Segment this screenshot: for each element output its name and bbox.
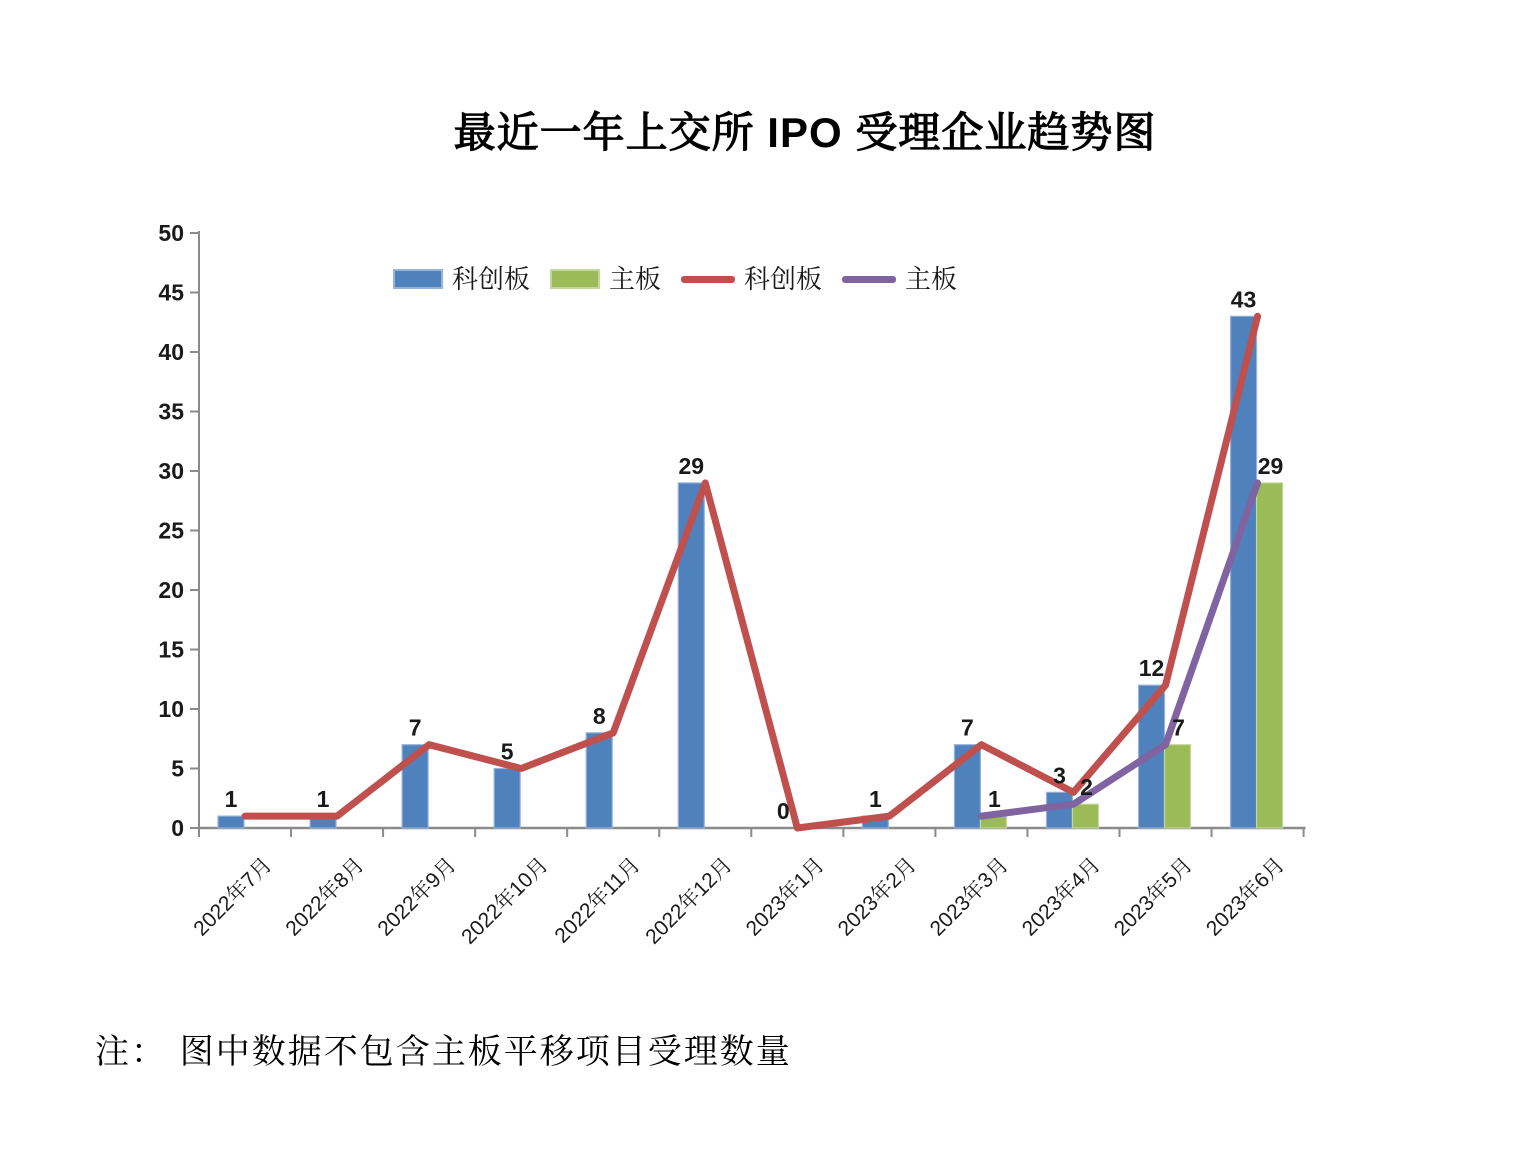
y-tick-label: 25 [158, 517, 184, 544]
legend-label: 主板 [609, 264, 662, 294]
data-label-科创板-2022年8月: 1 [316, 786, 330, 813]
bar-科创板-2022年10月 [494, 769, 520, 829]
x-tick-label: 2023年5月 [1109, 853, 1198, 941]
data-label-科创板-2023年3月: 7 [961, 714, 974, 741]
x-tick-label: 2022年7月 [189, 853, 277, 941]
y-tick-label: 30 [158, 458, 184, 484]
x-tick-label: 2023年2月 [833, 853, 921, 941]
y-tick-label: 40 [158, 339, 184, 365]
x-tick-label: 2022年10月 [457, 853, 553, 949]
data-label-科创板-2022年11月: 8 [592, 702, 606, 729]
x-tick-label: 2022年12月 [641, 853, 737, 949]
footnote: 注： 图中数据不包含主板平移项目受理数量 [95, 1032, 792, 1072]
bars-科创板-0 [218, 316, 1257, 828]
legend-label: 主板 [905, 264, 958, 294]
x-tick-label: 2023年3月 [925, 853, 1013, 941]
x-tick-label: 2022年8月 [281, 853, 369, 941]
data-label-科创板-2022年9月: 7 [408, 714, 422, 741]
bar-主板-2023年6月 [1257, 483, 1283, 828]
data-label-科创板-2022年7月: 1 [224, 786, 238, 813]
x-tick-label: 2023年6月 [1201, 853, 1290, 941]
data-label-科创板-2022年12月: 29 [678, 452, 705, 479]
bar-科创板-2022年11月 [586, 733, 612, 828]
y-tick-label: 10 [158, 696, 184, 722]
x-tick-label: 2022年9月 [373, 853, 461, 941]
x-tick-label: 2022年11月 [550, 853, 645, 948]
y-tick-label: 35 [158, 398, 184, 425]
x-tick-label: 2023年4月 [1017, 853, 1106, 941]
data-label-科创板-2023年5月: 12 [1138, 655, 1165, 682]
data-label-主板-2023年3月: 1 [988, 786, 1001, 813]
data-label-科创板-2023年6月: 43 [1230, 286, 1257, 313]
y-tick-label: 0 [171, 815, 184, 841]
data-label-主板-2023年4月: 2 [1080, 774, 1093, 801]
chart-title: 最近一年上交所 IPO 受理企业趋势图 [453, 109, 1157, 156]
data-label-科创板-2023年1月: 0 [776, 798, 790, 824]
y-tick-label: 45 [158, 279, 184, 306]
y-tick-label: 5 [171, 755, 184, 782]
legend-label: 科创板 [452, 264, 531, 294]
data-label-主板-2023年5月: 7 [1172, 714, 1185, 741]
bar-科创板-2023年6月 [1231, 316, 1257, 828]
data-label-科创板-2022年10月: 5 [500, 738, 514, 765]
data-label-科创板-2023年4月: 3 [1053, 762, 1066, 789]
y-tick-label: 20 [158, 577, 184, 603]
bar-主板-2023年4月 [1072, 804, 1098, 828]
x-tick-label: 2023年1月 [741, 853, 829, 941]
line-科创板-0 [245, 316, 1258, 828]
y-tick-label: 15 [158, 636, 184, 663]
bar-科创板-2022年7月 [218, 816, 244, 828]
data-label-科创板-2023年2月: 1 [868, 786, 882, 813]
bar-主板-2023年5月 [1165, 745, 1191, 828]
data-label-主板-2023年6月: 29 [1257, 452, 1284, 479]
bar-科创板-2022年12月 [678, 483, 704, 828]
legend-label: 科创板 [744, 264, 823, 294]
y-tick-label: 50 [158, 220, 184, 246]
